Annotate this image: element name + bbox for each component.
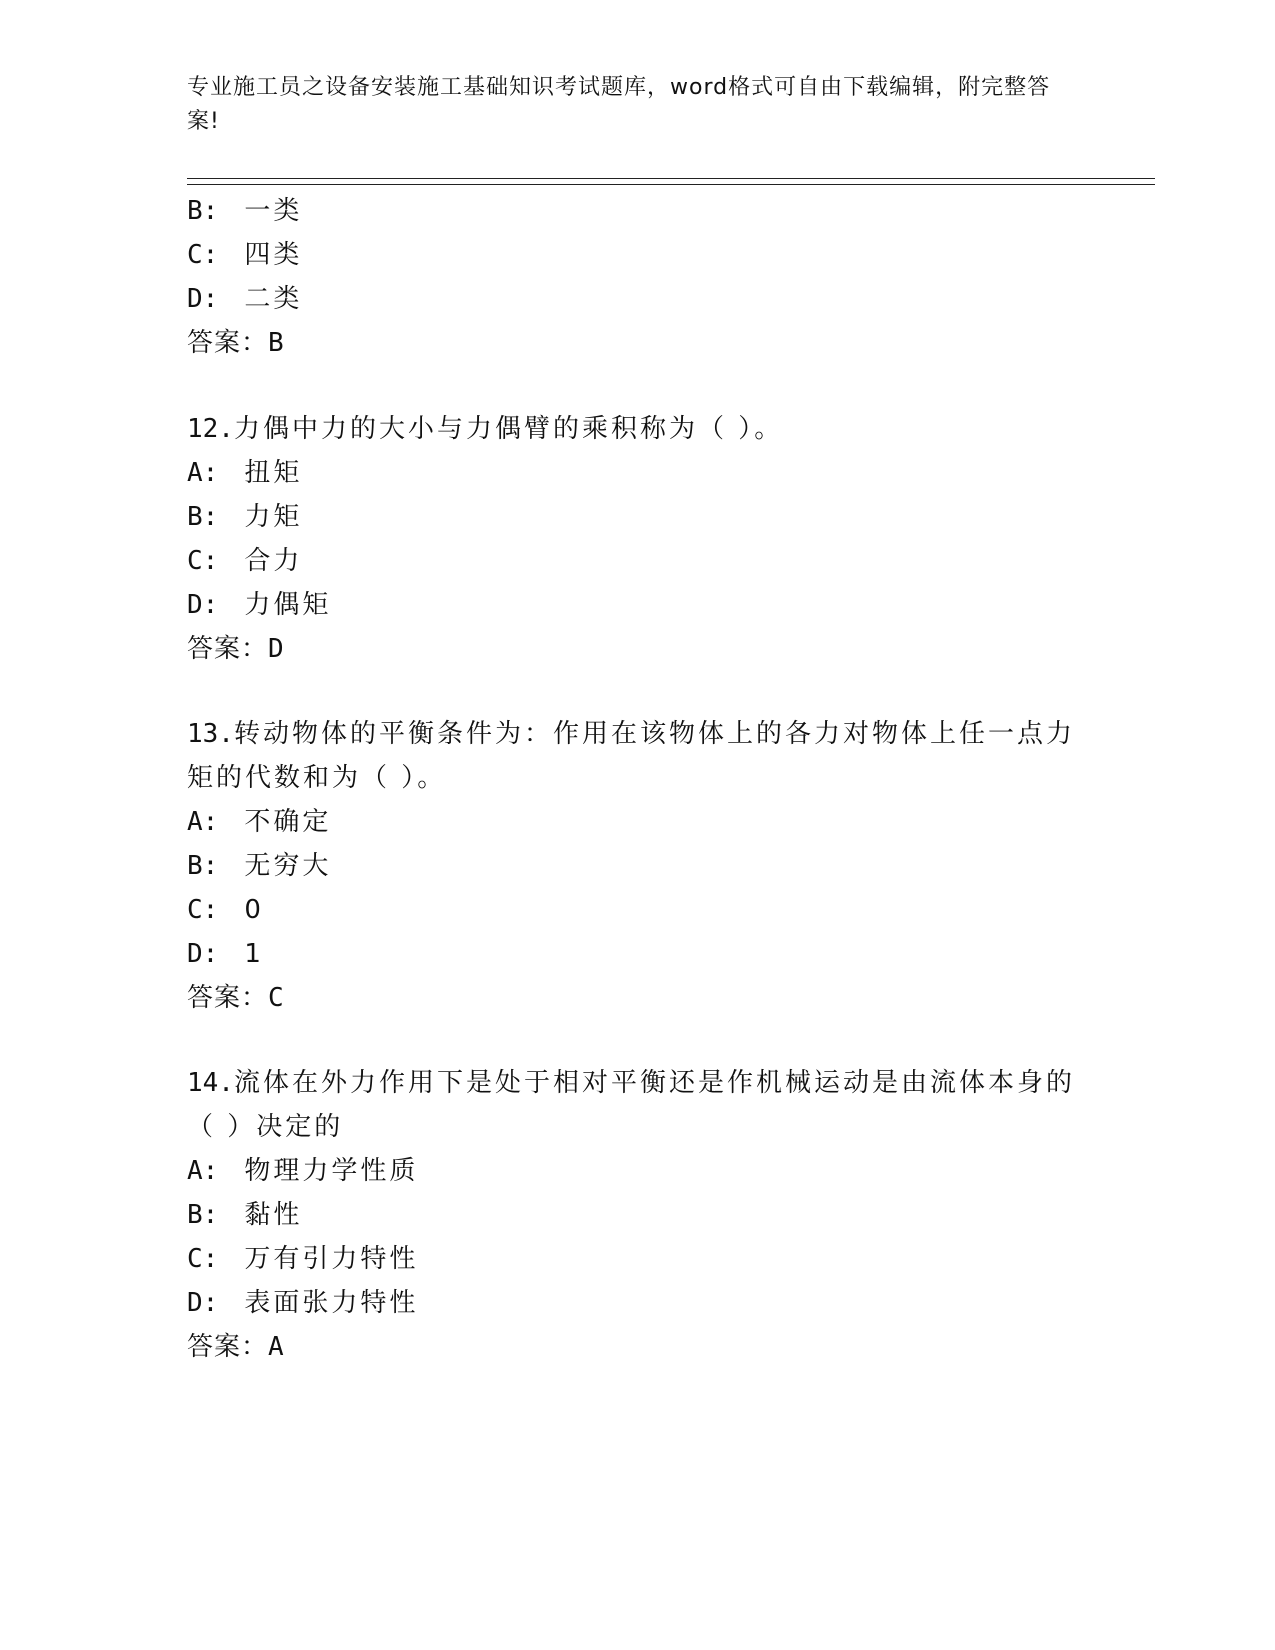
q12-option-d: D: 力偶矩 bbox=[187, 590, 332, 620]
q14-question-line2: （ ）决定的 bbox=[187, 1112, 344, 1142]
header-divider-top bbox=[187, 178, 1155, 179]
q13-option-d: D: 1 bbox=[187, 939, 264, 969]
q11-option-d: D: 二类 bbox=[187, 284, 303, 314]
q13-answer: 答案：C bbox=[187, 983, 285, 1013]
q12-question: 12.力偶中力的大小与力偶臂的乘积称为（ ）。 bbox=[187, 414, 784, 444]
q12-answer: 答案：D bbox=[187, 634, 285, 664]
q13-question-line1: 13.转动物体的平衡条件为：作用在该物体上的各力对物体上任一点力 bbox=[187, 719, 1075, 749]
q14-question-line1: 14.流体在外力作用下是处于相对平衡还是作机械运动是由流体本身的 bbox=[187, 1068, 1075, 1098]
q12-option-c: C: 合力 bbox=[187, 546, 303, 576]
q14-answer: 答案：A bbox=[187, 1332, 285, 1362]
q11-option-b: B: 一类 bbox=[187, 196, 303, 226]
q14-option-d: D: 表面张力特性 bbox=[187, 1288, 419, 1318]
q13-option-a: A: 不确定 bbox=[187, 807, 332, 837]
q13-option-c: C: 0 bbox=[187, 895, 264, 925]
q13-option-b: B: 无穷大 bbox=[187, 851, 332, 881]
document-header: 专业施工员之设备安装施工基础知识考试题库，word格式可自由下载编辑，附完整答案! bbox=[187, 75, 1051, 134]
q14-option-a: A: 物理力学性质 bbox=[187, 1156, 419, 1186]
q11-option-c: C: 四类 bbox=[187, 240, 303, 270]
q12-option-a: A: 扭矩 bbox=[187, 458, 303, 488]
q14-option-b: B: 黏性 bbox=[187, 1200, 303, 1230]
header-divider-bottom bbox=[187, 184, 1155, 185]
q13-question-line2: 矩的代数和为（ ）。 bbox=[187, 763, 447, 793]
q12-option-b: B: 力矩 bbox=[187, 502, 303, 532]
q11-answer: 答案：B bbox=[187, 328, 285, 358]
q14-option-c: C: 万有引力特性 bbox=[187, 1244, 419, 1274]
